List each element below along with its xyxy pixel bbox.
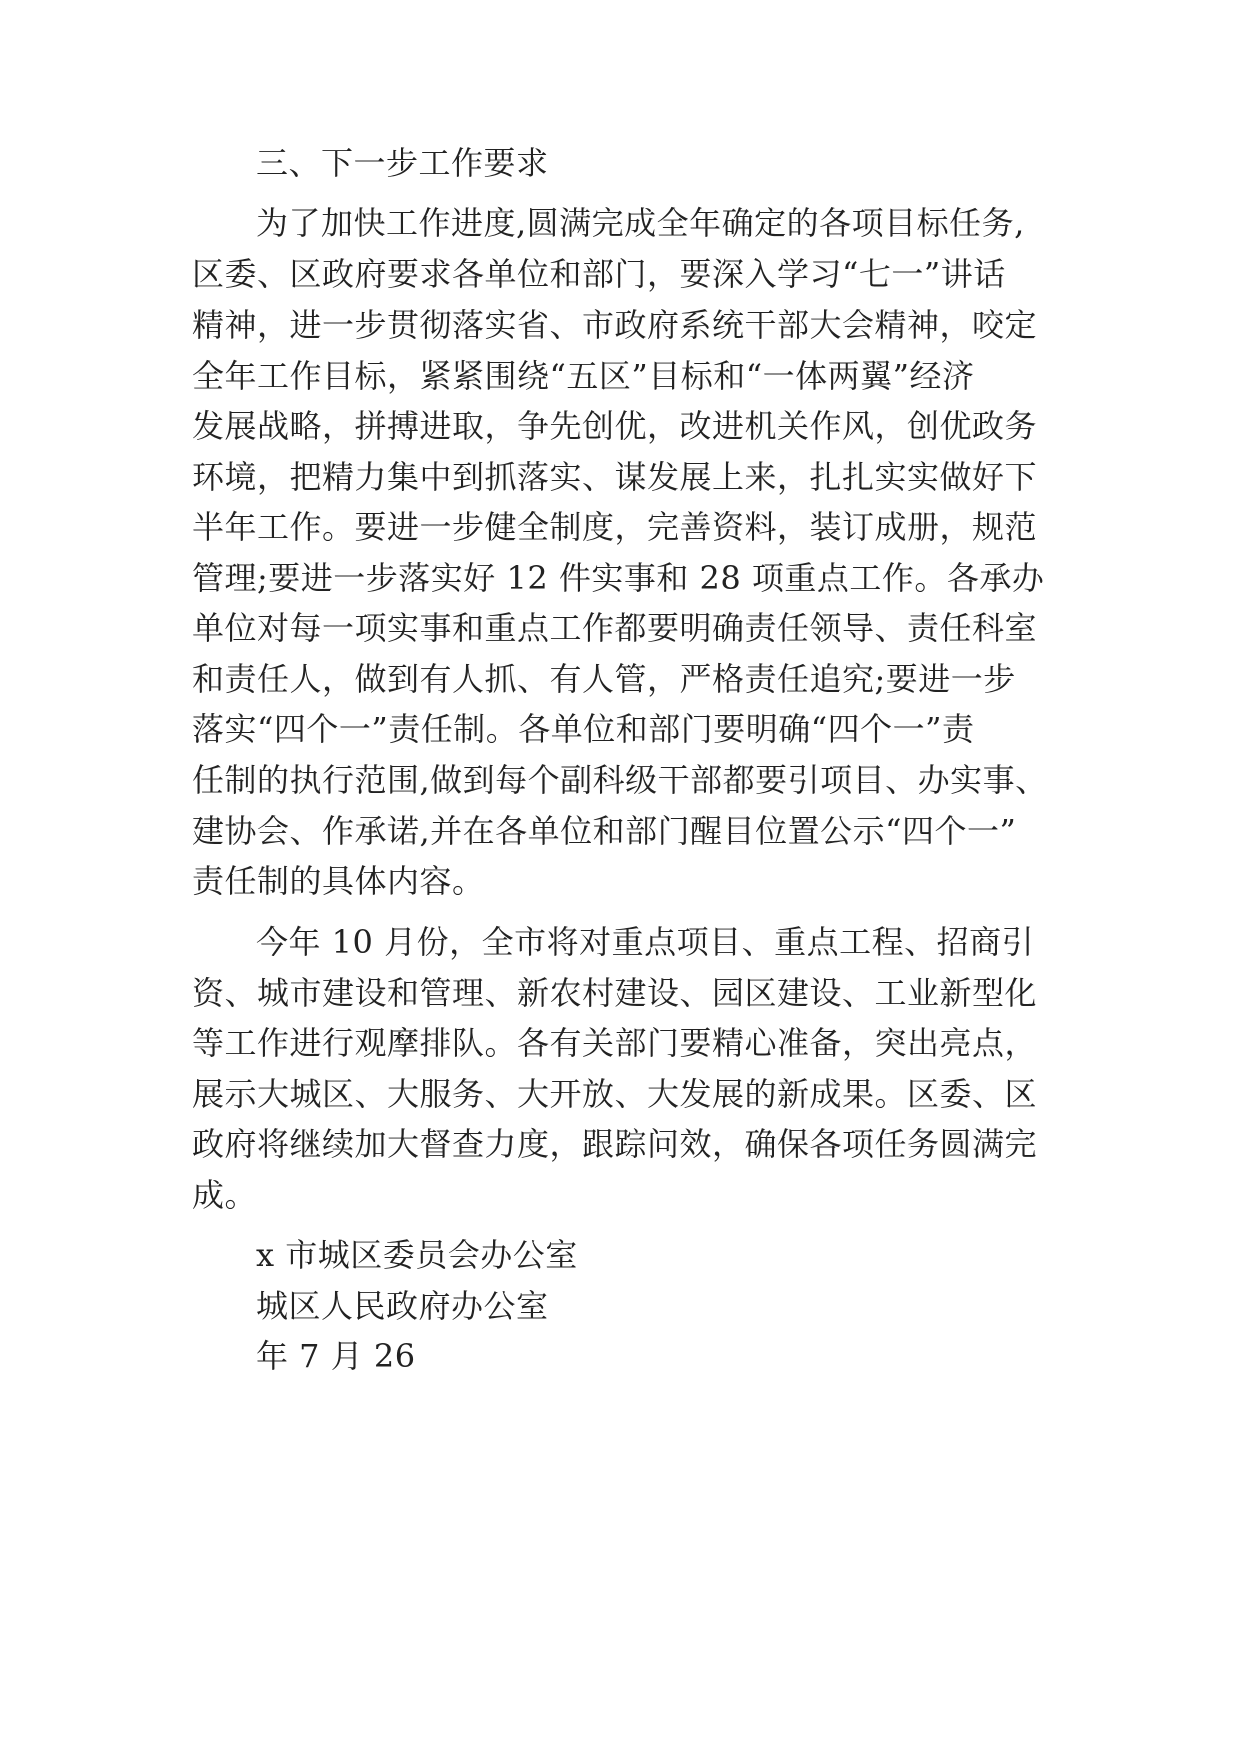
paragraph-1-line-2: 区委、区政府要求各单位和部门，要深入学习“七一”讲话 xyxy=(192,255,1006,293)
paragraph-1-line-1: 为了加快工作进度,圆满完成全年确定的各项目标任务, xyxy=(256,204,1025,242)
paragraph-1-line-10: 和责任人，做到有人抓、有人管，严格责任追究;要进一步 xyxy=(192,660,1016,698)
signature-date: 年 7 月 26 xyxy=(256,1337,416,1375)
paragraph-1-line-4: 全年工作目标，紧紧围绕“五区”目标和“一体两翼”经济 xyxy=(192,357,975,395)
paragraph-1-line-3: 精神，进一步贯彻落实省、市政府系统干部大会精神，咬定 xyxy=(192,306,1038,344)
section-heading: 三、下一步工作要求 xyxy=(256,144,549,182)
paragraph-2-line-2: 资、城市建设和管理、新农村建设、园区建设、工业新型化 xyxy=(192,974,1038,1012)
paragraph-1-line-8: 管理;要进一步落实好 12 件实事和 28 项重点工作。各承办 xyxy=(192,559,1045,597)
paragraph-1-line-14: 责任制的具体内容。 xyxy=(192,862,485,900)
paragraph-1-line-5: 发展战略，拼搏进取，争先创优，改进机关作风，创优政务 xyxy=(192,407,1038,445)
signature-org-1: x 市城区委员会办公室 xyxy=(256,1236,578,1274)
paragraph-2-line-5: 政府将继续加大督查力度，跟踪问效，确保各项任务圆满完 xyxy=(192,1125,1038,1163)
paragraph-1-line-12: 任制的执行范围,做到每个副科级干部都要引项目、办实事、 xyxy=(192,761,1048,799)
paragraph-2-line-4: 展示大城区、大服务、大开放、大发展的新成果。区委、区 xyxy=(192,1075,1038,1113)
paragraph-2-line-3: 等工作进行观摩排队。各有关部门要精心准备，突出亮点， xyxy=(192,1024,1038,1062)
signature-org-2: 城区人民政府办公室 xyxy=(256,1287,549,1325)
paragraph-1-line-11: 落实“四个一”责任制。各单位和部门要明确“四个一”责 xyxy=(192,710,975,748)
paragraph-1-line-13: 建协会、作承诺,并在各单位和部门醒目位置公示“四个一” xyxy=(192,812,1017,850)
paragraph-2-line-6: 成。 xyxy=(192,1176,258,1214)
paragraph-1-line-9: 单位对每一项实事和重点工作都要明确责任领导、责任科室 xyxy=(192,609,1038,647)
paragraph-1-line-6: 环境，把精力集中到抓落实、谋发展上来，扎扎实实做好下 xyxy=(192,458,1038,496)
paragraph-1-line-7: 半年工作。要进一步健全制度，完善资料，装订成册，规范 xyxy=(192,508,1038,546)
paragraph-2-line-1: 今年 10 月份，全市将对重点项目、重点工程、招商引 xyxy=(256,923,1035,961)
